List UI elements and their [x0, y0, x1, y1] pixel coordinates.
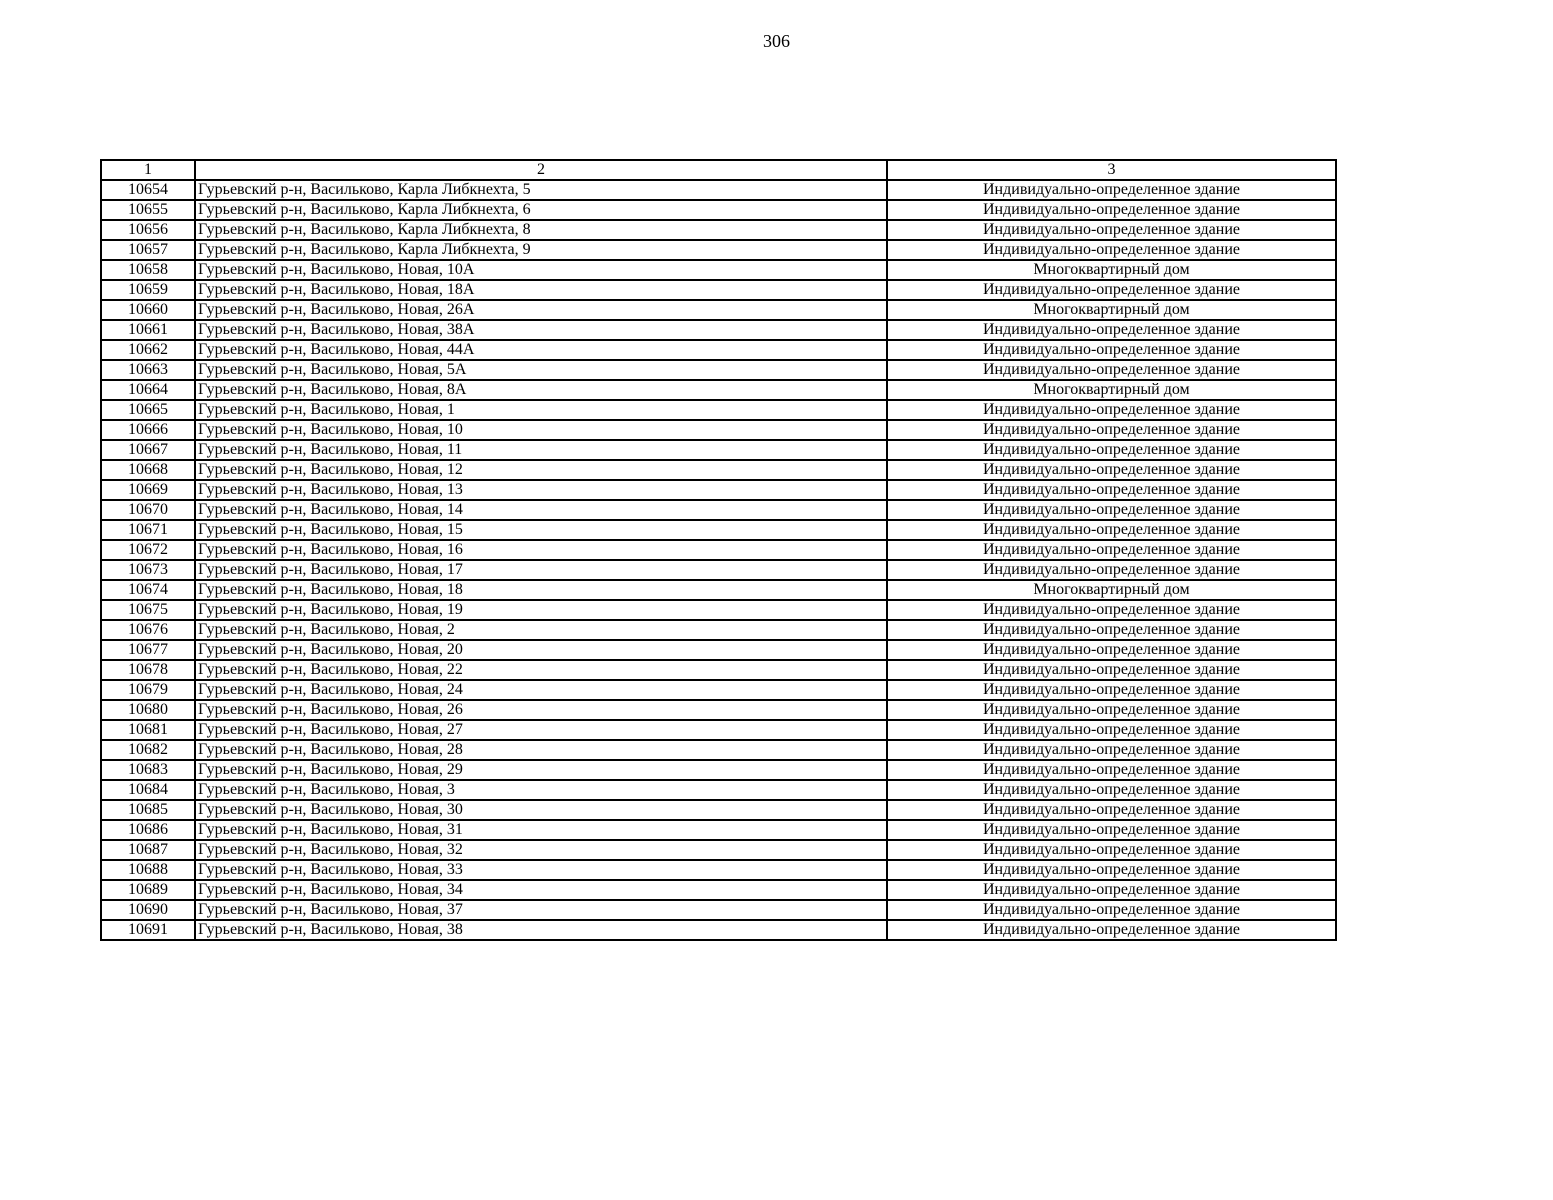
object-type-cell: Индивидуально-определенное здание: [887, 860, 1336, 880]
row-number-cell: 10681: [101, 720, 195, 740]
address-cell: Гурьевский р-н, Васильково, Новая, 26: [195, 700, 887, 720]
address-cell: Гурьевский р-н, Васильково, Новая, 12: [195, 460, 887, 480]
address-cell: Гурьевский р-н, Васильково, Новая, 30: [195, 800, 887, 820]
row-number-cell: 10665: [101, 400, 195, 420]
address-cell: Гурьевский р-н, Васильково, Новая, 13: [195, 480, 887, 500]
address-cell: Гурьевский р-н, Васильково, Новая, 8А: [195, 380, 887, 400]
object-type-cell: Индивидуально-определенное здание: [887, 740, 1336, 760]
address-cell: Гурьевский р-н, Васильково, Новая, 32: [195, 840, 887, 860]
row-number-cell: 10691: [101, 920, 195, 940]
row-number-cell: 10680: [101, 700, 195, 720]
row-number-cell: 10662: [101, 340, 195, 360]
header-row: [101, 160, 1336, 180]
object-type-cell: Индивидуально-определенное здание: [887, 180, 1336, 200]
row-number-cell: 10682: [101, 740, 195, 760]
table-row: [101, 540, 1336, 560]
table-body: [101, 180, 1336, 940]
row-number-cell: 10687: [101, 840, 195, 860]
address-cell: Гурьевский р-н, Васильково, Карла Либкнехта, 5: [195, 180, 887, 200]
address-cell: Гурьевский р-н, Васильково, Новая, 38: [195, 920, 887, 940]
address-cell: Гурьевский р-н, Васильково, Новая, 18А: [195, 280, 887, 300]
table-row: [101, 660, 1336, 680]
object-type-cell: Многоквартирный дом: [887, 300, 1336, 320]
table-row: [101, 920, 1336, 940]
object-type-cell: Индивидуально-определенное здание: [887, 820, 1336, 840]
row-number-cell: 10674: [101, 580, 195, 600]
table-row: [101, 520, 1336, 540]
address-cell: Гурьевский р-н, Васильково, Новая, 31: [195, 820, 887, 840]
table-row: [101, 420, 1336, 440]
table-row: [101, 220, 1336, 240]
object-type-cell: Индивидуально-определенное здание: [887, 720, 1336, 740]
object-type-cell: Индивидуально-определенное здание: [887, 780, 1336, 800]
row-number-cell: 10670: [101, 500, 195, 520]
row-number-cell: 10686: [101, 820, 195, 840]
table-row: [101, 480, 1336, 500]
table-row: [101, 620, 1336, 640]
address-cell: Гурьевский р-н, Васильково, Новая, 38А: [195, 320, 887, 340]
table-row: [101, 560, 1336, 580]
row-number-cell: 10678: [101, 660, 195, 680]
address-cell: Гурьевский р-н, Васильково, Новая, 28: [195, 740, 887, 760]
object-type-cell: Индивидуально-определенное здание: [887, 460, 1336, 480]
object-type-cell: Индивидуально-определенное здание: [887, 360, 1336, 380]
object-type-cell: Индивидуально-определенное здание: [887, 520, 1336, 540]
address-cell: Гурьевский р-н, Васильково, Новая, 44А: [195, 340, 887, 360]
registry-table: [100, 159, 1337, 941]
header-col-1: 1: [101, 160, 195, 180]
object-type-cell: Индивидуально-определенное здание: [887, 760, 1336, 780]
table-row: [101, 460, 1336, 480]
row-number-cell: 10669: [101, 480, 195, 500]
address-cell: Гурьевский р-н, Васильково, Новая, 2: [195, 620, 887, 640]
row-number-cell: 10657: [101, 240, 195, 260]
address-cell: Гурьевский р-н, Васильково, Карла Либкнехта, 8: [195, 220, 887, 240]
address-cell: Гурьевский р-н, Васильково, Новая, 15: [195, 520, 887, 540]
object-type-cell: Индивидуально-определенное здание: [887, 400, 1336, 420]
address-cell: Гурьевский р-н, Васильково, Новая, 20: [195, 640, 887, 660]
table-row: [101, 240, 1336, 260]
row-number-cell: 10659: [101, 280, 195, 300]
object-type-cell: Индивидуально-определенное здание: [887, 640, 1336, 660]
object-type-cell: Индивидуально-определенное здание: [887, 920, 1336, 940]
table-row: [101, 260, 1336, 280]
row-number-cell: 10688: [101, 860, 195, 880]
table-row: [101, 180, 1336, 200]
row-number-cell: 10663: [101, 360, 195, 380]
table-row: [101, 440, 1336, 460]
address-cell: Гурьевский р-н, Васильково, Новая, 17: [195, 560, 887, 580]
table-row: [101, 400, 1336, 420]
object-type-cell: Индивидуально-определенное здание: [887, 440, 1336, 460]
object-type-cell: Многоквартирный дом: [887, 260, 1336, 280]
table-row: [101, 280, 1336, 300]
table-row: [101, 340, 1336, 360]
object-type-cell: Индивидуально-определенное здание: [887, 340, 1336, 360]
row-number-cell: 10664: [101, 380, 195, 400]
table-row: [101, 680, 1336, 700]
row-number-cell: 10673: [101, 560, 195, 580]
object-type-cell: Индивидуально-определенное здание: [887, 480, 1336, 500]
address-cell: Гурьевский р-н, Васильково, Новая, 3: [195, 780, 887, 800]
object-type-cell: Индивидуально-определенное здание: [887, 540, 1336, 560]
row-number-cell: 10679: [101, 680, 195, 700]
table-row: [101, 840, 1336, 860]
address-cell: Гурьевский р-н, Васильково, Новая, 29: [195, 760, 887, 780]
object-type-cell: Индивидуально-определенное здание: [887, 560, 1336, 580]
address-cell: Гурьевский р-н, Васильково, Новая, 19: [195, 600, 887, 620]
object-type-cell: Индивидуально-определенное здание: [887, 700, 1336, 720]
object-type-cell: Индивидуально-определенное здание: [887, 280, 1336, 300]
object-type-cell: Индивидуально-определенное здание: [887, 500, 1336, 520]
row-number-cell: 10690: [101, 900, 195, 920]
address-cell: Гурьевский р-н, Васильково, Новая, 27: [195, 720, 887, 740]
address-cell: Гурьевский р-н, Васильково, Новая, 11: [195, 440, 887, 460]
table-row: [101, 800, 1336, 820]
table-row: [101, 820, 1336, 840]
row-number-cell: 10661: [101, 320, 195, 340]
table-row: [101, 600, 1336, 620]
object-type-cell: Индивидуально-определенное здание: [887, 200, 1336, 220]
table-row: [101, 500, 1336, 520]
row-number-cell: 10685: [101, 800, 195, 820]
table-row: [101, 580, 1336, 600]
address-cell: Гурьевский р-н, Васильково, Новая, 34: [195, 880, 887, 900]
address-cell: Гурьевский р-н, Васильково, Новая, 33: [195, 860, 887, 880]
row-number-cell: 10675: [101, 600, 195, 620]
table-row: [101, 860, 1336, 880]
address-cell: Гурьевский р-н, Васильково, Новая, 18: [195, 580, 887, 600]
row-number-cell: 10668: [101, 460, 195, 480]
object-type-cell: Индивидуально-определенное здание: [887, 220, 1336, 240]
object-type-cell: Индивидуально-определенное здание: [887, 320, 1336, 340]
table-row: [101, 700, 1336, 720]
table-row: [101, 360, 1336, 380]
table-row: [101, 720, 1336, 740]
row-number-cell: 10683: [101, 760, 195, 780]
row-number-cell: 10660: [101, 300, 195, 320]
address-cell: Гурьевский р-н, Васильково, Новая, 37: [195, 900, 887, 920]
row-number-cell: 10676: [101, 620, 195, 640]
row-number-cell: 10654: [101, 180, 195, 200]
object-type-cell: Индивидуально-определенное здание: [887, 240, 1336, 260]
row-number-cell: 10689: [101, 880, 195, 900]
table-row: [101, 300, 1336, 320]
object-type-cell: Индивидуально-определенное здание: [887, 880, 1336, 900]
object-type-cell: Индивидуально-определенное здание: [887, 620, 1336, 640]
row-number-cell: 10658: [101, 260, 195, 280]
page-number: 306: [763, 31, 790, 51]
row-number-cell: 10666: [101, 420, 195, 440]
table-row: [101, 780, 1336, 800]
address-cell: Гурьевский р-н, Васильково, Новая, 24: [195, 680, 887, 700]
row-number-cell: 10684: [101, 780, 195, 800]
address-cell: Гурьевский р-н, Васильково, Новая, 22: [195, 660, 887, 680]
table-row: [101, 640, 1336, 660]
address-cell: Гурьевский р-н, Васильково, Новая, 10А: [195, 260, 887, 280]
table-header: [101, 160, 1336, 180]
table-row: [101, 760, 1336, 780]
address-cell: Гурьевский р-н, Васильково, Новая, 16: [195, 540, 887, 560]
row-number-cell: 10672: [101, 540, 195, 560]
object-type-cell: Индивидуально-определенное здание: [887, 680, 1336, 700]
row-number-cell: 10667: [101, 440, 195, 460]
row-number-cell: 10677: [101, 640, 195, 660]
table-row: [101, 320, 1336, 340]
object-type-cell: Индивидуально-определенное здание: [887, 800, 1336, 820]
header-col-2: 2: [195, 160, 887, 180]
table-row: [101, 200, 1336, 220]
row-number-cell: 10671: [101, 520, 195, 540]
object-type-cell: Индивидуально-определенное здание: [887, 600, 1336, 620]
address-cell: Гурьевский р-н, Васильково, Новая, 10: [195, 420, 887, 440]
header-col-3: 3: [887, 160, 1336, 180]
object-type-cell: Индивидуально-определенное здание: [887, 660, 1336, 680]
table-row: [101, 880, 1336, 900]
table-row: [101, 900, 1336, 920]
row-number-cell: 10656: [101, 220, 195, 240]
row-number-cell: 10655: [101, 200, 195, 220]
object-type-cell: Многоквартирный дом: [887, 380, 1336, 400]
object-type-cell: Индивидуально-определенное здание: [887, 900, 1336, 920]
address-cell: Гурьевский р-н, Васильково, Новая, 26А: [195, 300, 887, 320]
table-row: [101, 740, 1336, 760]
object-type-cell: Индивидуально-определенное здание: [887, 840, 1336, 860]
table-row: [101, 380, 1336, 400]
address-cell: Гурьевский р-н, Васильково, Карла Либкнехта, 9: [195, 240, 887, 260]
address-cell: Гурьевский р-н, Васильково, Новая, 14: [195, 500, 887, 520]
object-type-cell: Индивидуально-определенное здание: [887, 420, 1336, 440]
address-cell: Гурьевский р-н, Васильково, Новая, 5А: [195, 360, 887, 380]
object-type-cell: Многоквартирный дом: [887, 580, 1336, 600]
address-cell: Гурьевский р-н, Васильково, Карла Либкнехта, 6: [195, 200, 887, 220]
address-cell: Гурьевский р-н, Васильково, Новая, 1: [195, 400, 887, 420]
